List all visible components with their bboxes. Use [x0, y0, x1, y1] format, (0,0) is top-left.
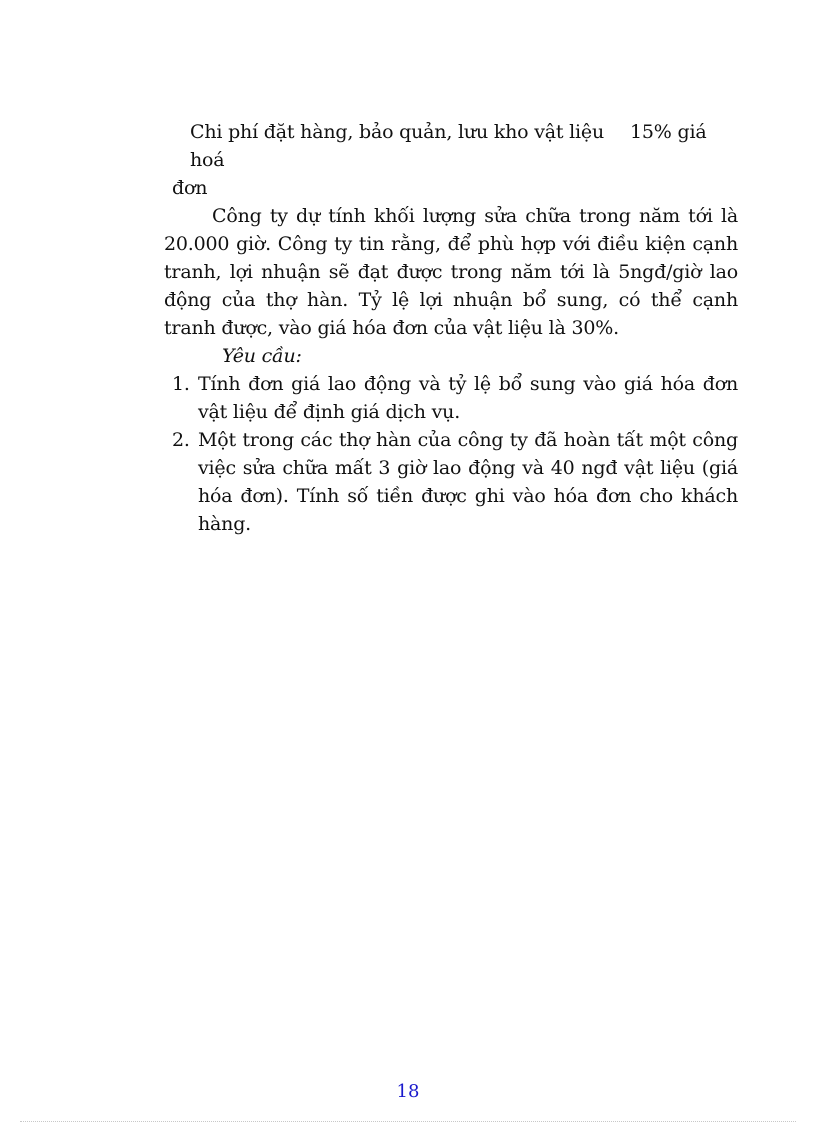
- cost-label: Chi phí đặt hàng, bảo quản, lưu kho vật liệu: [190, 121, 605, 143]
- task-list: [164, 370, 738, 538]
- task-text: Một trong các thợ hàn của công ty đã hoàn tất một công việc sửa chữa mất 3 giờ lao động và 40 ngđ vật liệu (giá hóa đơn). Tính số tiền được ghi vào hóa đơn cho khách hàng.: [198, 429, 738, 535]
- task-number: 1.: [172, 373, 190, 395]
- page-number: 18: [396, 1081, 420, 1102]
- footer-divider: [20, 1121, 796, 1122]
- task-text: Tính đơn giá lao động và tỷ lệ bổ sung vào giá hóa đơn vật liệu để định giá dịch vụ.: [198, 373, 738, 423]
- task-item: [164, 370, 738, 426]
- body-paragraph: Công ty dự tính khối lượng sửa chữa trong năm tới là 20.000 giờ. Công ty tin rằng, để phù hợp với điều kiện cạnh tranh, lợi nhuận sẽ đạt được trong năm tới là 5ngđ/giờ lao động của thợ hàn. Tỷ lệ lợi nhuận bổ sung, có thể cạnh tranh được, vào giá hóa đơn của vật liệu là 30%.: [164, 205, 738, 339]
- cost-line-continuation: đơn: [172, 177, 208, 199]
- cost-line: [164, 118, 738, 174]
- page-content: [164, 118, 738, 538]
- cost-value: 15% giá hoá: [190, 121, 707, 171]
- task-number: 2.: [172, 429, 190, 451]
- task-item: [164, 426, 738, 538]
- requirements-heading: Yêu cầu:: [222, 345, 302, 367]
